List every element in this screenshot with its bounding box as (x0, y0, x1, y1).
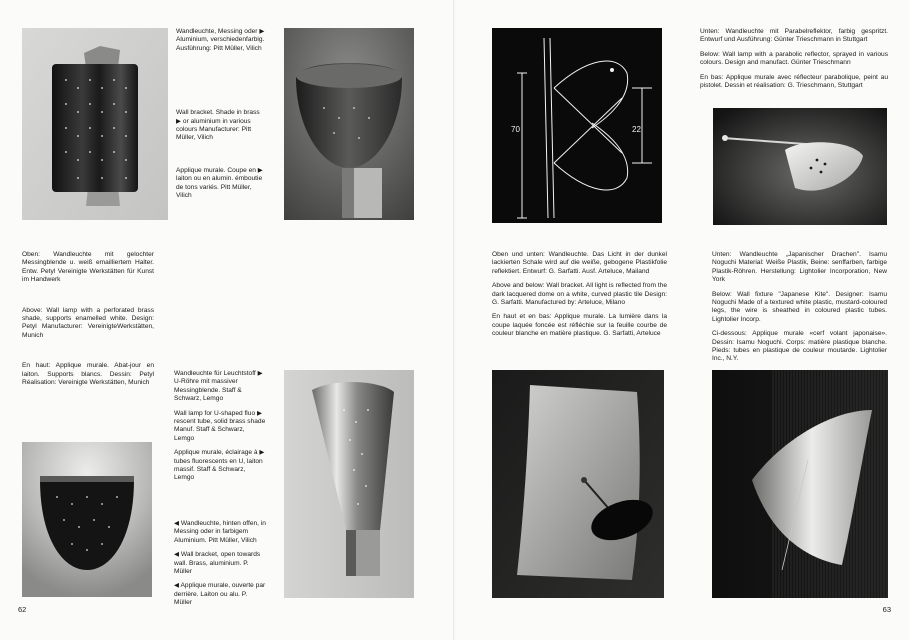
caption-french: En haut et en bas: Applique murale. La lumière dans la coupe laquée foncée est réfléchie sur la feuille courbe de couleur blanche en matière plastique. G. Sarfatti, Arteluce (492, 313, 667, 338)
caption-french: En bas: Applique murale avec réflecteur parabolique, peint au pistolet. Dessin et réalisation: G. Trieschmann, Stuttgart (700, 73, 888, 90)
caption-english: Below: Wall lamp with a parabolic reflector, sprayed in various colours. Design and manufact. Günter Trieschmann (700, 50, 888, 67)
photo-brass-cylinder-lamp (22, 28, 168, 220)
caption-open-wall-bracket (174, 520, 266, 614)
caption-english: Below: Wall fixture "Japanese Kite". Designer: Isamu Noguchi Made of a textured white plastic, mustard-coloured legs, the wire is sheathed in coloured plastic tubes. Lightolier Incorp. (712, 290, 887, 323)
caption-trieschmann-lamp (700, 28, 888, 96)
photo-open-cone-bracket (284, 370, 414, 598)
caption-german: Oben und unten: Wandleuchte. Das Licht in der dunkel lackierten Schale wird auf die weiße, gebogene Plastikfolie reflektiert. Entwurf: G. Sarfatti. Ausf. Arteluce, Mailand (492, 251, 667, 275)
caption-french: ◀ Applique murale, ouverte par derrière. Laiton ou alu. P. Müller (174, 582, 266, 607)
photo-noguchi-japanese-kite (712, 370, 888, 598)
caption-english: Above: Wall lamp with a perforated brass shade, supports enamelled white. Design: Petyl Manufacturer: VereinigteWerkstätten, Munich (22, 306, 154, 339)
caption-petyl-lamp (22, 251, 154, 393)
left-page (0, 0, 454, 640)
caption-german: Oben: Wandleuchte mit gelochter Messingblende u. weiß emailliertem Halter. Entw. Petyl Vereinigte Werkstätten für Kunst im Handwerk (22, 251, 154, 284)
caption-english: Above and below: Wall bracket. All light is reflected from the dark lacquered dome on a white, curved plastic tile Design: G. Sarfatti. Manufactured by: Arteluce, Milano (492, 282, 667, 307)
caption-wall-bracket-pitt-muller (176, 28, 266, 206)
caption-fluorescent-lamp (174, 370, 266, 489)
photo-parabolic-reflector-lamp (713, 108, 887, 225)
photo-bell-shade-lamp (284, 28, 414, 220)
right-page (455, 0, 909, 640)
caption-english: ◀ Wall bracket, open towards wall. Brass, aluminium. P. Müller (174, 551, 261, 576)
caption-german: Unten: Wandleuchte „Japanischer Drachen". Isamu Noguchi Material: Weiße Plastik, Beine: senffarben, farbige Plastik-Röhren. Herstellung: Lightolier Incorporation, New York (712, 251, 887, 284)
caption-french: En haut: Applique murale. Abat-jour en laiton. Supports blancs. Dessin: Petyl Réalisation: Vereinigte Werkstätten, Munich (22, 362, 154, 387)
caption-german: Unten: Wandleuchte mit Parabelreflektor, farbig gespritzt. Entwurf und Ausführung: Günter Trieschmann in Stuttgart (700, 28, 888, 44)
caption-german: ◀ Wandleuchte, hinten offen, in Messing oder in farbigem Aluminium. Pitt Müller, Vilich (174, 520, 266, 544)
caption-english: Wall bracket. Shade in brass ▶ or aluminium in various colours Manufacturer: Pitt Müller, Vilich (176, 109, 260, 142)
caption-french: Ci-dessous: Applique murale «cerf volant japonaise». Dessin: Isamu Noguchi. Corps: matière plastique blanche. Pieds: tubes en plastique de couleur moutarde. Lightolier Inc., N.Y. (712, 330, 887, 363)
caption-german: Wandleuchte für Leuchtstoff ▶ U-Röhre mit massiver Messingblende. Staff & Schwarz, Lemgo (174, 370, 263, 403)
dimension-height-label: 70 (511, 125, 520, 134)
caption-noguchi-lamp (712, 251, 887, 370)
page-number: 62 (18, 605, 27, 614)
dimension-width-label: 22 (632, 125, 641, 134)
caption-french: Applique murale. Coupe en ▶ laiton ou en alumin. émboutie de tons variés. Pitt Müller, Vilich (176, 166, 263, 200)
photo-half-dome-lamp (22, 442, 152, 597)
page-number: 63 (882, 605, 891, 614)
caption-sarfatti-lamp (492, 251, 667, 345)
photo-sarfatti-reflector-lamp (492, 370, 664, 598)
caption-german: Wandleuchte, Messing oder ▶ Aluminium, verschiedenfarbig. Ausführung: Pitt Müller, Vilich (176, 28, 265, 52)
caption-english: Wall lamp for U-shaped fluo ▶ rescent tube, solid brass shade Manuf. Staff & Schwarz, Lemgo (174, 409, 266, 442)
caption-french: Applique murale, éclairage à ▶ tubes fluorescents en U, laiton massif. Staff & Schwarz, Lemgo (174, 449, 265, 482)
diagram-wall-lamp-dimensions (492, 28, 662, 223)
